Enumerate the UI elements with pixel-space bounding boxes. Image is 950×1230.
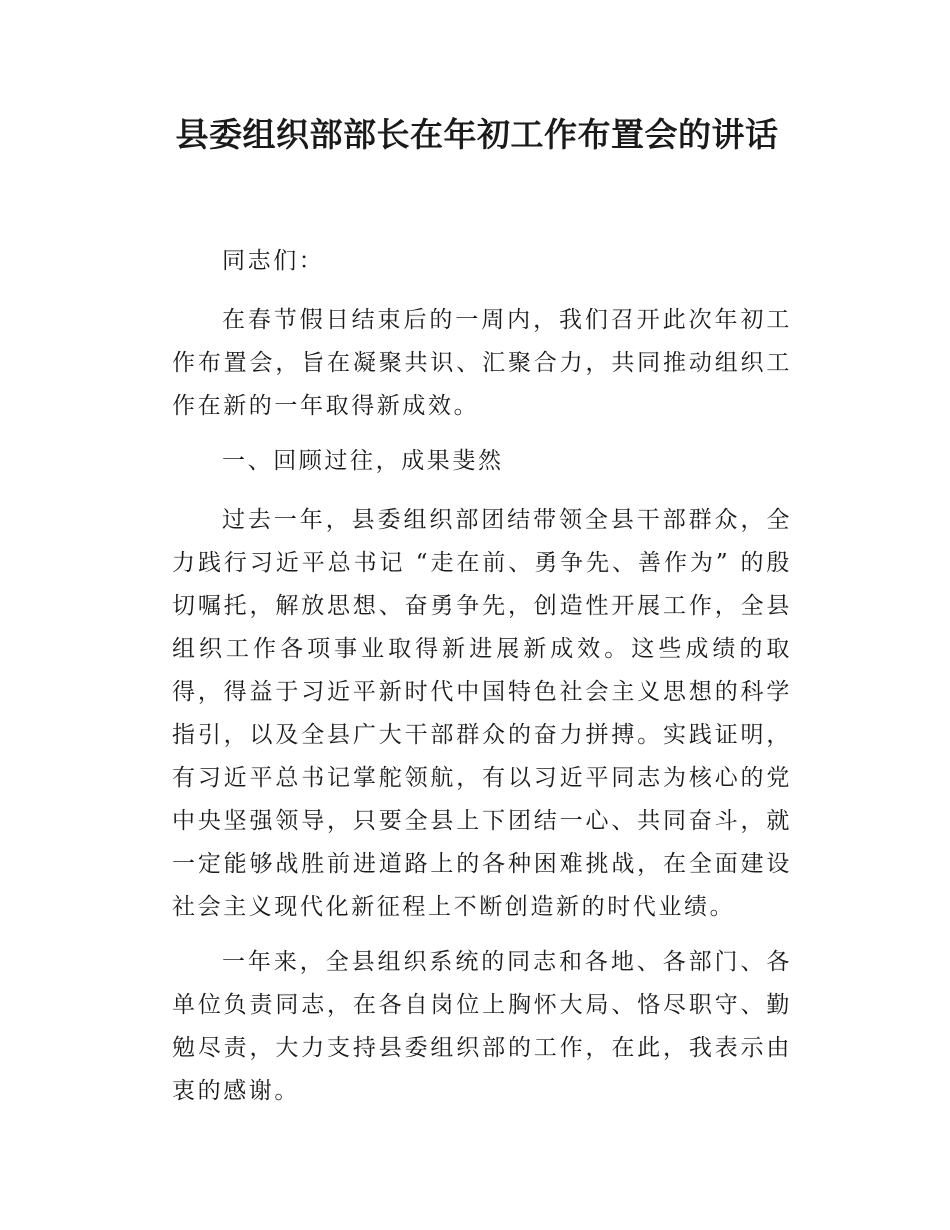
document-body <box>172 240 792 1125</box>
paragraph-achievements: 过去一年，县委组织部团结带领全县干部群众，全力践行习近平总书记 “走在前、勇争先、善作为” 的殷切嘱托，解放思想、奋勇争先，创造性开展工作，全县组织工作各项事业取得新进展新成效。这些成绩的取得，得益于习近平新时代中国特色社会主义思想的科学指引，以及全县广大干部群众的奋力拼搏。实践证明，有习近平总书记掌舵领航，有以习近平同志为核心的党中央坚强领导，只要全县上下团结一心、共同奋斗，就一定能够战胜前进道路上的各种困难挑战，在全面建设社会主义现代化新征程上不断创造新的时代业绩。 <box>172 507 792 920</box>
paragraph-intro: 在春节假日结束后的一周内，我们召开此次年初工作布置会，旨在凝聚共识、汇聚合力，共同推动组织工作在新的一年取得新成效。 <box>172 307 792 419</box>
paragraph-thanks: 一年来，全县组织系统的同志和各地、各部门、各单位负责同志，在各自岗位上胸怀大局、恪尽职守、勤勉尽责，大力支持县委组织部的工作，在此，我表示由衷的感谢。 <box>172 949 792 1104</box>
salutation: 同志们： <box>222 248 325 274</box>
document-title: 县委组织部部长在年初工作布置会的讲话 <box>175 115 779 154</box>
section-heading-review: 一、回顾过往，成果斐然 <box>222 448 504 474</box>
